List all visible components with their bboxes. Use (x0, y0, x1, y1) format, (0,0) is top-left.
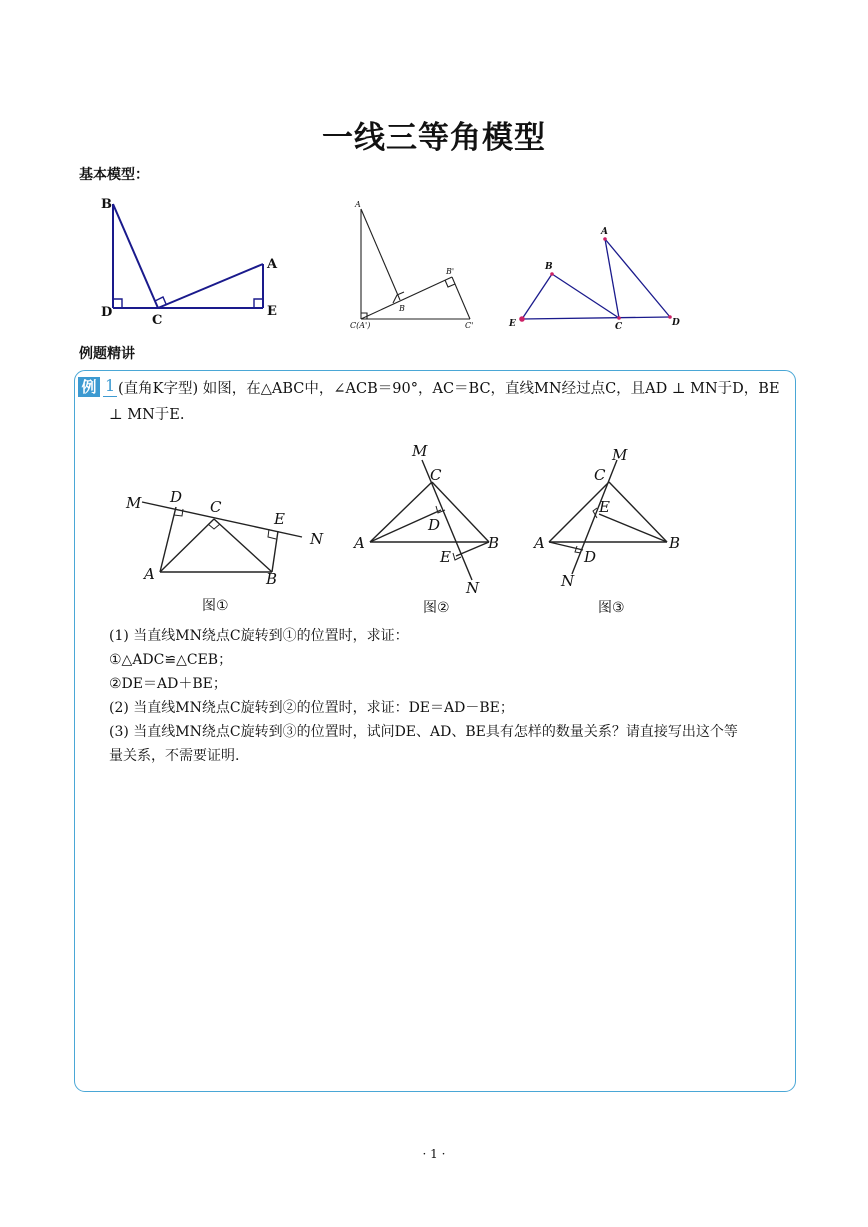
question-3: (3) 当直线MN绕点C旋转到③的位置时，试问DE、AD、BE具有怎样的数量关系？请直接写出这个等 (109, 724, 738, 740)
caption-fig2: 图② (423, 600, 450, 616)
caption-fig3: 图③ (598, 600, 625, 616)
figure-3 (527, 440, 692, 595)
fig3-label-C: C (594, 466, 606, 484)
fig1-label-M: M (126, 494, 142, 512)
basic-figure-2 (345, 195, 485, 335)
basic2-label-C: C(A') (350, 321, 371, 330)
caption-fig1: 图① (202, 598, 229, 614)
fig2-label-D: D (428, 516, 441, 534)
fig3-label-N: N (561, 572, 575, 590)
basic2-label-A: A (355, 200, 361, 209)
basic1-label-B: B (101, 197, 112, 212)
basic3-label-B: B (545, 262, 553, 272)
fig3-label-M: M (612, 446, 628, 464)
fig3-label-E: E (599, 498, 610, 516)
basic2-label-B: B (399, 304, 405, 313)
stem-line-1: (直角K字型) 如图，在△ABC中，∠ACB＝90°，AC＝BC，直线MN经过点C，且AD ⊥ MN于D，BE (118, 381, 780, 397)
fig3-label-B: B (669, 534, 681, 552)
basic-figure-3 (505, 222, 690, 337)
fig2-label-N: N (466, 579, 480, 597)
fig1-label-C: C (210, 498, 222, 516)
fig2-label-M: M (412, 442, 428, 460)
basic1-label-C: C (152, 313, 163, 327)
basic3-label-D: D (672, 318, 680, 328)
question-2: (2) 当直线MN绕点C旋转到②的位置时，求证：DE＝AD－BE； (109, 700, 514, 716)
basic2-label-Bp: B' (446, 267, 455, 276)
figure-1 (120, 482, 335, 594)
basic3-label-A: A (601, 227, 608, 237)
basic1-label-D: D (101, 305, 113, 320)
question-1-part-1: ①△ADC≌△CEB； (109, 652, 233, 668)
basic2-label-Cp: C' (465, 321, 474, 330)
question-1: (1) 当直线MN绕点C旋转到①的位置时，求证： (109, 628, 409, 644)
fig1-label-B: B (266, 570, 278, 588)
section-examples: 例题精讲 (79, 346, 135, 362)
example-number: 1 (105, 376, 116, 395)
fig2-label-B: B (488, 534, 500, 552)
fig1-label-N: N (310, 530, 324, 548)
fig2-label-C: C (430, 466, 442, 484)
question-3-cont: 量关系，不需要证明. (109, 748, 240, 764)
page-number: · 1 · (422, 1147, 446, 1161)
basic3-label-E: E (509, 319, 516, 329)
fig2-label-E: E (440, 548, 451, 566)
fig1-label-A: A (144, 565, 155, 583)
basic-figure-1 (95, 192, 290, 327)
section-basic-model: 基本模型： (79, 167, 149, 183)
example-stem (109, 376, 797, 428)
fig1-label-D: D (170, 488, 183, 506)
page-title: 一线三等角模型 (322, 120, 546, 156)
stem-line-2: ⊥ MN于E. (109, 407, 185, 423)
example-badge: 例 (78, 377, 100, 397)
fig3-label-A: A (534, 534, 545, 552)
basic1-label-A: A (267, 257, 278, 272)
fig3-label-D: D (584, 548, 597, 566)
basic3-label-C: C (615, 322, 623, 332)
fig2-label-A: A (354, 534, 365, 552)
fig1-label-E: E (274, 510, 285, 528)
basic1-label-E: E (267, 304, 277, 319)
question-1-part-2: ②DE＝AD＋BE； (109, 676, 227, 692)
figure-2 (348, 440, 508, 598)
